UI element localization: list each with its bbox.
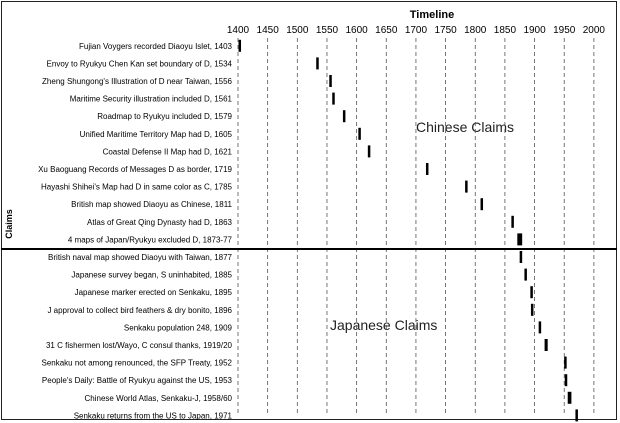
event-label: Hayashi Shihei's Map had D in same color as C, 1785 bbox=[41, 182, 232, 192]
event-mark bbox=[329, 75, 332, 87]
event-label: Chinese World Atlas, Senkaku-J, 1958/60 bbox=[84, 393, 232, 403]
event-mark bbox=[524, 269, 527, 281]
event-labels bbox=[38, 42, 232, 423]
japanese-claims-label: Japanese Claims bbox=[330, 317, 438, 333]
x-tick-label: 1800 bbox=[464, 25, 487, 36]
x-tick-label: 1400 bbox=[226, 25, 250, 36]
event-label: 31 C fishermen lost/Wayo, C consul thanks, 1919/20 bbox=[45, 341, 232, 350]
event-label: Unified Maritime Territory Map had D, 1605 bbox=[79, 129, 232, 139]
event-label: Coastal Defense II Map had D, 1621 bbox=[102, 147, 232, 157]
event-label: Senkaku population 248, 1909 bbox=[123, 323, 232, 333]
event-mark bbox=[332, 93, 335, 105]
event-mark bbox=[426, 163, 429, 175]
x-tick-label: 1450 bbox=[256, 25, 279, 36]
gridlines bbox=[238, 38, 594, 416]
event-mark bbox=[358, 128, 361, 140]
x-tick-label: 1850 bbox=[493, 25, 517, 36]
event-label: Japanese survey began, S uninhabited, 1885 bbox=[71, 270, 232, 280]
x-tick-label: 1550 bbox=[315, 25, 339, 36]
event-mark bbox=[545, 339, 548, 351]
event-label: Senkaku not among renounced, the SFP Treaty, 1952 bbox=[41, 358, 232, 368]
event-mark bbox=[316, 57, 319, 69]
event-mark bbox=[343, 110, 346, 122]
event-label: Zheng Shungong's Illustration of D near Taiwan, 1556 bbox=[42, 77, 232, 86]
event-mark bbox=[575, 409, 578, 421]
event-mark bbox=[539, 321, 542, 333]
event-mark bbox=[564, 357, 567, 369]
event-mark bbox=[520, 251, 523, 263]
event-label: Senkaku returns from the US to Japan, 1971 bbox=[73, 411, 232, 421]
x-tick-label: 2000 bbox=[582, 25, 606, 36]
event-label: Maritime Security illustration included D, 1561 bbox=[69, 94, 232, 104]
chart-title: Timeline bbox=[409, 9, 455, 21]
x-axis-ticks bbox=[227, 25, 606, 36]
x-tick-label: 1600 bbox=[345, 25, 368, 36]
event-label: Fujian Voygers recorded Diaoyu Islet, 1403 bbox=[79, 41, 232, 51]
x-tick-label: 1700 bbox=[404, 25, 428, 36]
event-label: People's Daily: Battle of Ryukyu against the US, 1953 bbox=[41, 376, 232, 386]
event-mark bbox=[530, 286, 533, 298]
event-label: Japanese marker erected on Senkaku, 1895 bbox=[74, 288, 232, 298]
event-marks bbox=[239, 40, 603, 423]
event-mark bbox=[481, 198, 484, 210]
x-tick-label: 1900 bbox=[523, 25, 546, 36]
event-mark bbox=[517, 233, 522, 245]
x-tick-label: 1500 bbox=[286, 25, 309, 36]
event-label: Roadmap to Ryukyu included D, 1579 bbox=[97, 112, 232, 122]
event-label: J approval to collect bird feathers & dry bonito, 1896 bbox=[47, 305, 232, 315]
event-mark bbox=[568, 392, 572, 404]
event-mark bbox=[531, 304, 534, 316]
event-label: Atlas of Great Qing Dynasty had D, 1863 bbox=[87, 217, 232, 227]
event-mark bbox=[511, 216, 514, 228]
chinese-claims-label: Chinese Claims bbox=[416, 119, 515, 135]
event-mark bbox=[465, 181, 468, 193]
event-label: 4 maps of Japan/Ryukyu excluded D, 1873-77 bbox=[67, 235, 232, 245]
event-mark bbox=[368, 145, 371, 157]
x-tick-label: 1650 bbox=[375, 25, 398, 36]
x-tick-label: 1950 bbox=[553, 25, 576, 36]
event-label: British map showed Diaoyu as Chinese, 1811 bbox=[71, 200, 232, 210]
event-label: Xu Baoguang Records of Messages D as border, 1719 bbox=[38, 165, 232, 174]
event-mark bbox=[239, 40, 242, 52]
event-mark bbox=[565, 374, 568, 386]
event-label: British naval map showed Diaoyu with Taiwan, 1877 bbox=[48, 253, 232, 262]
event-label: Envoy to Ryukyu Chen Kan set boundary of D, 1534 bbox=[46, 59, 232, 69]
y-axis-label: Claims bbox=[4, 209, 14, 239]
x-tick-label: 1750 bbox=[434, 25, 457, 36]
